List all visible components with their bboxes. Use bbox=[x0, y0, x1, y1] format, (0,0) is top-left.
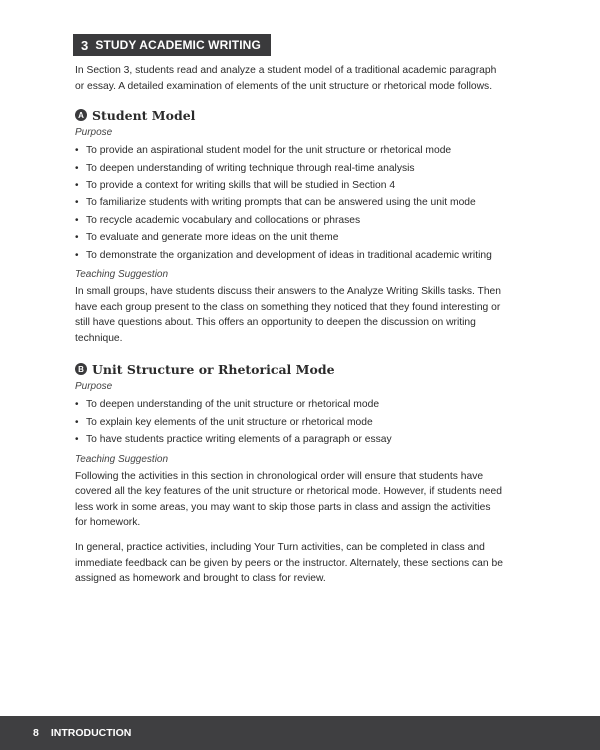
teaching-suggestion-label-a: Teaching Suggestion bbox=[75, 269, 169, 281]
list-item: • To explain key elements of the unit structure or rhetorical mode bbox=[75, 414, 505, 431]
section-title: STUDY ACADEMIC WRITING bbox=[95, 38, 261, 52]
purpose-label-a: Purpose bbox=[75, 127, 113, 139]
list-item: • To have students practice writing elements of a paragraph or essay bbox=[75, 431, 505, 448]
list-item: • To deepen understanding of the unit structure or rhetorical mode bbox=[75, 396, 505, 413]
list-item: • To demonstrate the organization and development of ideas in traditional academic writing bbox=[75, 247, 505, 264]
unit-structure-heading bbox=[75, 360, 505, 378]
bullet-icon: • bbox=[75, 145, 79, 157]
letter-a-badge: A bbox=[75, 109, 87, 121]
list-item: • To evaluate and generate more ideas on the unit theme bbox=[75, 229, 505, 246]
teaching-suggestion-text-a: In small groups, have students discuss their answers to the Analyze Writing Skills tasks. Then have each group present to the class on something they noticed that they found interesting or still have questions about. This offers an opportunity to deepen the discussion on writing technique. bbox=[75, 286, 501, 344]
bullet-icon: • bbox=[75, 232, 79, 244]
footer-label: INTRODUCTION bbox=[50, 727, 132, 739]
list-item: • To provide an aspirational student model for the unit structure or rhetorical mode bbox=[75, 142, 505, 159]
page-footer bbox=[0, 716, 600, 750]
bullet-icon: • bbox=[75, 416, 79, 428]
purpose-list-b bbox=[75, 396, 505, 448]
bullet-icon: • bbox=[75, 399, 79, 411]
teaching-suggestion-text-b2: In general, practice activities, including Your Turn activities, can be completed in class and immediate feedback can be given by peers or the instructor. Alternately, these sections can be assigned as homework and brought to class for review. bbox=[75, 542, 503, 585]
teaching-suggestion-text-b1: Following the activities in this section in chronological order will ensure that students have covered all the key features of the unit structure or rhetorical mode. However, if students need less work in some areas, you may want to skip those parts in class and assign the activities for homework. bbox=[75, 470, 502, 529]
bullet-icon: • bbox=[75, 197, 79, 209]
student-model-heading bbox=[75, 106, 505, 124]
unit-structure-title: Unit Structure or Rhetorical Mode bbox=[92, 361, 335, 377]
student-model-title: Student Model bbox=[92, 107, 196, 123]
list-item: • To provide a context for writing skills that will be studied in Section 4 bbox=[75, 177, 505, 194]
teaching-suggestion-label-b: Teaching Suggestion bbox=[75, 453, 169, 465]
page-number: 8 bbox=[33, 727, 39, 739]
letter-b-badge: B bbox=[75, 363, 87, 375]
section-header bbox=[73, 34, 271, 56]
bullet-icon: • bbox=[75, 249, 79, 261]
bullet-icon: • bbox=[75, 434, 79, 446]
main-content bbox=[75, 63, 505, 587]
list-item: • To recycle academic vocabulary and collocations or phrases bbox=[75, 212, 505, 229]
section-intro: In Section 3, students read and analyze a student model of a traditional academic paragraph or essay. A detailed examination of elements of the unit structure or rhetorical mode follows. bbox=[75, 65, 497, 92]
bullet-icon: • bbox=[75, 162, 79, 174]
purpose-list-a bbox=[75, 142, 505, 264]
list-item: • To deepen understanding of writing technique through real-time analysis bbox=[75, 160, 505, 177]
section-number: 3 bbox=[81, 37, 89, 53]
list-item: • To familiarize students with writing prompts that can be answered using the unit mode bbox=[75, 194, 505, 211]
purpose-label-b: Purpose bbox=[75, 381, 113, 393]
bullet-icon: • bbox=[75, 180, 79, 191]
bullet-icon: • bbox=[75, 214, 79, 226]
